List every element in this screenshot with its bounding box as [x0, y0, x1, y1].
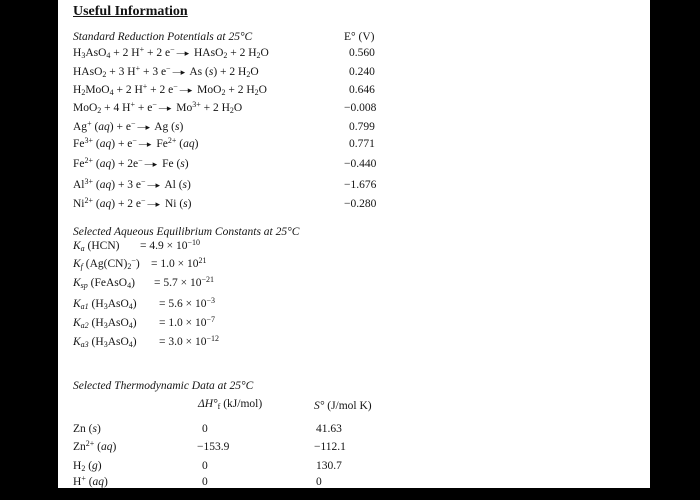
entropy-value: −112.1 — [314, 441, 346, 453]
potential-value: 0.560 — [349, 47, 375, 59]
black-border-bottom — [58, 488, 650, 500]
arrow-icon: —▸ — [158, 103, 171, 113]
document-title: Useful Information — [73, 4, 188, 19]
reaction-row: $Fe^{3+}$ (aq) + e− —▸ $Fe^{2+}$ (aq) — [73, 136, 199, 150]
species-label: $H_2$ (g) — [73, 460, 102, 473]
potential-value: −0.440 — [344, 158, 377, 170]
constant-label: $K_{sp}$ (FeAsO$_4$) — [73, 277, 135, 290]
reaction-row: $H_3AsO_4 + 2$ H+ + 2 e− —▸ HAsO$_2$ + 2 $H_2O$ — [73, 45, 269, 60]
potential-value: −0.280 — [344, 198, 377, 210]
enthalpy-value: 0 — [202, 423, 208, 435]
constant-value: = $5.6 \times 10^{-3}$ — [159, 296, 215, 310]
reaction-row: $Fe^{2+}$ (aq) + 2e− —▸ Fe (s) — [73, 156, 189, 170]
arrow-icon: —▸ — [179, 85, 192, 95]
entropy-column-header: S° (J/mol K) — [314, 400, 372, 412]
document-page — [58, 0, 650, 488]
equilibrium-heading: Selected Aqueous Equilibrium Constants at 25°C — [73, 226, 300, 238]
reaction-row: $H_2MoO_4 + 2$ H+ + 2 e− —▸ MoO$_2$ + 2 $H_2O$ — [73, 82, 267, 97]
species-label: Zn (s) — [73, 423, 101, 435]
thermo-heading: Selected Thermodynamic Data at 25°C — [73, 380, 254, 392]
black-border-left — [0, 0, 58, 500]
arrow-icon: —▸ — [176, 48, 189, 58]
constant-label: $K_f$ $(Ag(CN)_2^-)$ — [73, 256, 140, 271]
potential-value: −1.676 — [344, 179, 377, 191]
potential-value: 0.799 — [349, 121, 375, 133]
reaction-row: $Al^{3+}$ (aq) + 3 e− —▸ Al (s) — [73, 177, 191, 191]
arrow-icon: —▸ — [138, 139, 151, 149]
arrow-icon: —▸ — [172, 67, 185, 77]
arrow-icon: —▸ — [137, 122, 150, 132]
reaction-row: $Ni^{2+}$ (aq) + 2 e− —▸ Ni (s) — [73, 196, 192, 210]
potential-column-header: E° (V) — [344, 31, 375, 43]
constant-value: = $1.0 \times 10^{21}$ — [151, 256, 207, 270]
enthalpy-value: 0 — [202, 476, 208, 488]
reduction-heading: Standard Reduction Potentials at 25°C — [73, 31, 253, 43]
reaction-row: Ag+ (aq) + e− —▸ Ag (s) — [73, 119, 184, 133]
potential-value: 0.646 — [349, 84, 375, 96]
entropy-value: 130.7 — [316, 460, 342, 472]
potential-value: 0.771 — [349, 138, 375, 150]
constant-value: = $5.7 \times 10^{-21}$ — [154, 275, 214, 289]
entropy-value: 41.63 — [316, 423, 342, 435]
constant-value: = $1.0 \times 10^{-7}$ — [159, 315, 215, 329]
species-label: H+ (aq) — [73, 474, 108, 488]
arrow-icon: —▸ — [144, 159, 157, 169]
reaction-row: MoO$_2$ + 4 H+ + e− —▸ $Mo^{3+} + 2$ $H_2O$ — [73, 100, 243, 115]
entropy-value: 0 — [316, 476, 322, 488]
constant-label: $K_{a3}$ $(H_3AsO_4)$ — [73, 336, 137, 349]
constant-label: $K_{a1}$ $(H_3AsO_4)$ — [73, 298, 137, 311]
constant-label: $K_a$ (HCN) — [73, 240, 120, 253]
constant-label: $K_{a2}$ $(H_3AsO_4)$ — [73, 317, 137, 330]
species-label: $Zn^{2+}$ (aq) — [73, 439, 117, 453]
reaction-row: HAsO$_2$ + 3 H+ + 3 e− —▸ As (s) + 2 $H_2O$ — [73, 64, 259, 79]
enthalpy-value: 0 — [202, 460, 208, 472]
potential-value: −0.008 — [344, 102, 377, 114]
arrow-icon: —▸ — [147, 199, 160, 209]
constant-value: = $4.9 \times 10^{-10}$ — [140, 238, 200, 252]
constant-value: = $3.0 \times 10^{-12}$ — [159, 334, 219, 348]
enthalpy-column-header: $\Delta H^\circ_f$ (kJ/mol) — [198, 398, 263, 411]
black-border-right — [650, 0, 700, 500]
enthalpy-value: −153.9 — [197, 441, 230, 453]
potential-value: 0.240 — [349, 66, 375, 78]
arrow-icon: —▸ — [147, 180, 160, 190]
